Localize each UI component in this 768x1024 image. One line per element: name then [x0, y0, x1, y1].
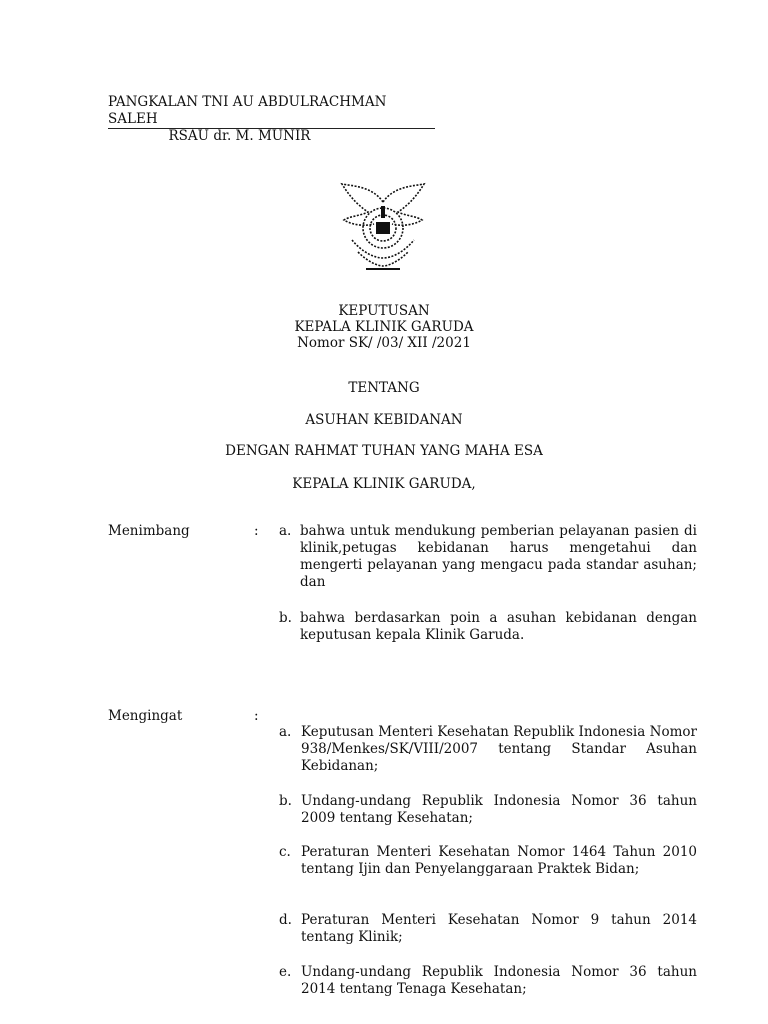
org-name: PANGKALAN TNI AU ABDULRACHMAN SALEH	[108, 94, 387, 127]
mengingat-colon: :	[254, 708, 259, 724]
mengingat-item-text: Undang-undang Republik Indonesia Nomor 36 tahun 2014 tentang Tenaga Kesehatan;	[301, 964, 697, 997]
mengingat-label: Mengingat	[108, 708, 183, 724]
mengingat-item-text: Peraturan Menteri Kesehatan Nomor 9 tahun 2014 tentang Klinik;	[301, 912, 697, 945]
mengingat-item-marker: b.	[279, 793, 292, 809]
authority-line: KEPALA KLINIK GARUDA,	[292, 476, 476, 492]
mengingat-item-marker: d.	[279, 912, 292, 928]
mengingat-item-text: Keputusan Menteri Kesehatan Republik Indonesia Nomor 938/Menkes/SK/VIII/2007 tentang Standar Asuhan Kebidanan;	[301, 724, 697, 774]
decree-subject: ASUHAN KEBIDANAN	[305, 412, 463, 428]
header-underline	[108, 128, 435, 129]
menimbang-colon: :	[254, 523, 259, 539]
blessing-line: DENGAN RAHMAT TUHAN YANG MAHA ESA	[225, 443, 543, 459]
menimbang-item-text: bahwa untuk mendukung pemberian pelayanan pasien di klinik,petugas kebidanan harus mengetahui dan mengerti pelayanan yang mengacu pada standar asuhan; dan	[300, 523, 697, 590]
mengingat-item-marker: a.	[279, 724, 292, 740]
tentang-heading: TENTANG	[348, 380, 420, 396]
menimbang-item-text: bahwa berdasarkan poin a asuhan kebidanan dengan keputusan kepala Klinik Garuda.	[300, 610, 697, 643]
hospital-name: RSAU dr. M. MUNIR	[168, 128, 311, 144]
mengingat-item-text: Peraturan Menteri Kesehatan Nomor 1464 Tahun 2010 tentang Ijin dan Penyelanggaraan Praktek Bidan;	[301, 844, 697, 877]
decree-number: Nomor SK/ /03/ XII /2021	[297, 335, 471, 351]
menimbang-item-marker: b.	[279, 610, 292, 626]
mengingat-item-text: Undang-undang Republik Indonesia Nomor 36 tahun 2009 tentang Kesehatan;	[301, 793, 697, 826]
organization-header	[108, 94, 435, 145]
menimbang-label: Menimbang	[108, 523, 190, 539]
mengingat-item-marker: c.	[279, 844, 291, 860]
menimbang-item-marker: a.	[279, 523, 292, 539]
decree-title: KEPUTUSAN	[338, 303, 430, 319]
decree-issuer: KEPALA KLINIK GARUDA	[294, 319, 474, 335]
mengingat-item-marker: e.	[279, 964, 292, 980]
garuda-emblem-icon	[338, 182, 428, 272]
